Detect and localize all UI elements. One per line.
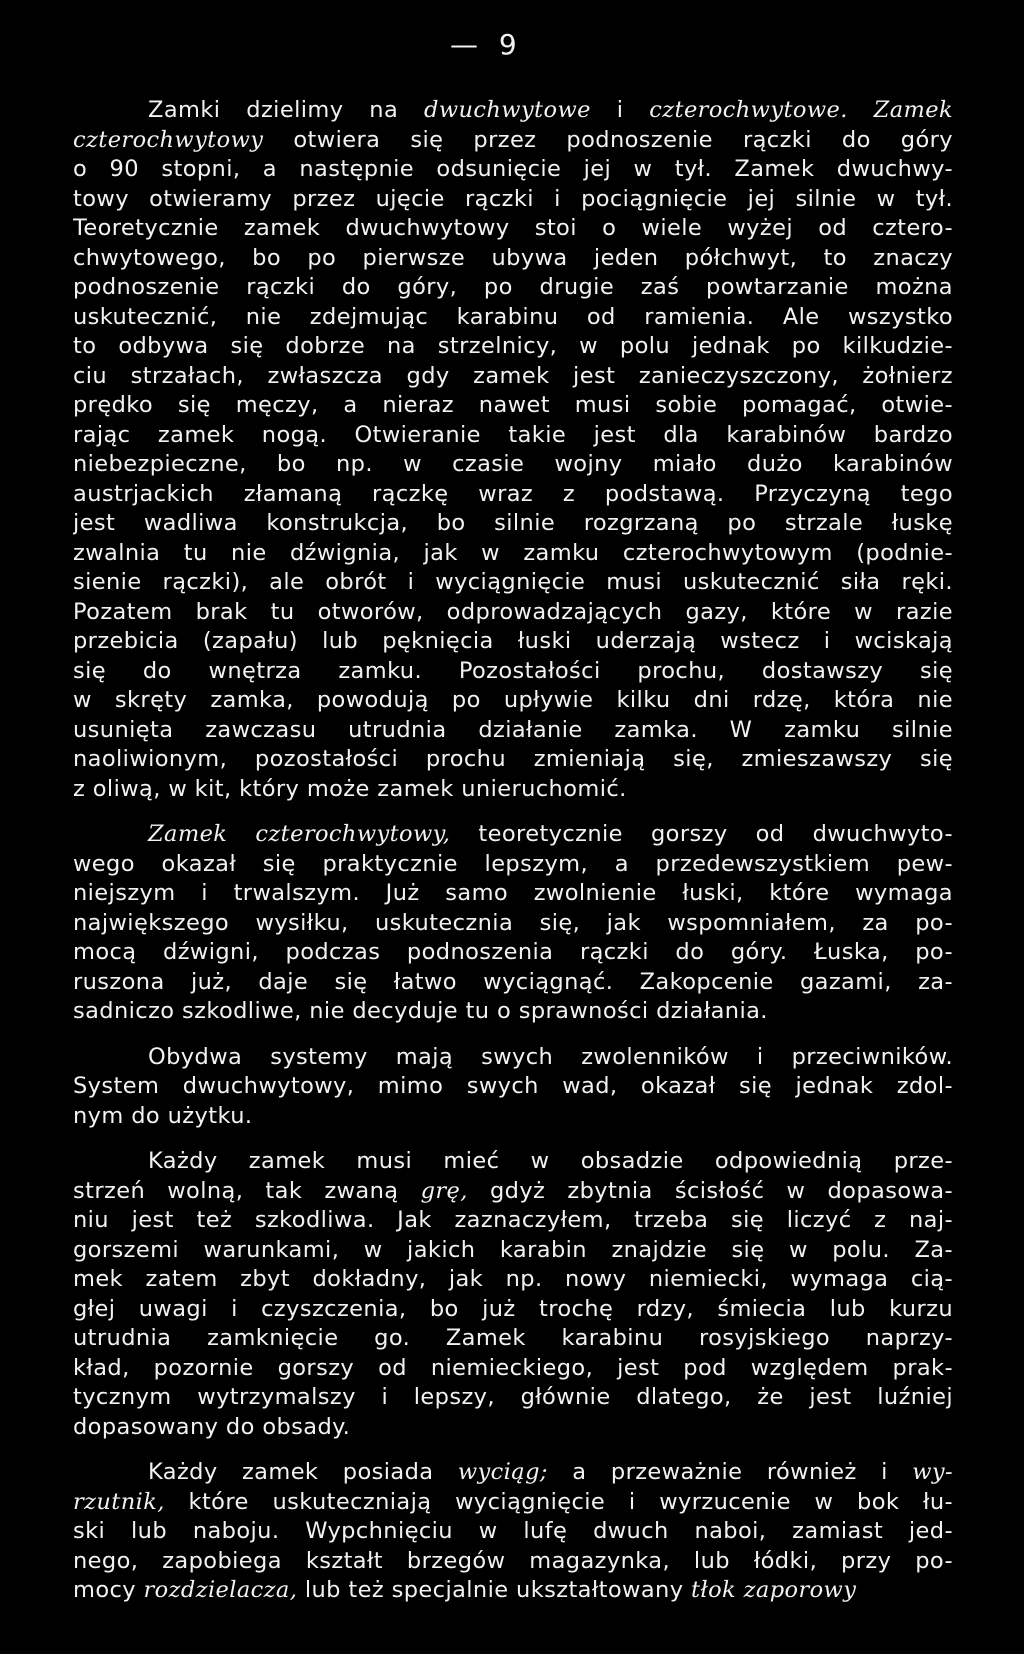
- text-run: Obydwa systemy mają swych zwolenników i przeciwników.: [148, 1043, 953, 1070]
- text-line: [73, 450, 953, 480]
- italic-term: czterochwytowy: [73, 126, 264, 153]
- text-run: niebezpieczne, bo np. w czasie wojny miało dużo karabinów: [73, 451, 953, 477]
- text-line: [73, 244, 953, 274]
- text-run: Teoretycznie zamek dwuchwytowy stoi o wiele wyżej od cztero-: [73, 215, 953, 241]
- text-line: [73, 1576, 953, 1606]
- text-run: zwalnia tu nie dźwignia, jak w zamku czterochwytowym (podnie-: [73, 539, 953, 566]
- text-run: strzeń wolną, tak zwaną: [73, 1177, 421, 1204]
- text-run: o 90 stopni, a następnie odsunięcie jej w tył. Zamek dwuchwy-: [73, 156, 953, 182]
- text-run: z oliwą, w kit, który może zamek unieruchomić.: [73, 775, 627, 802]
- text-line: [73, 716, 953, 746]
- text-run: sadniczo szkodliwe, nie decyduje tu o sprawności działania.: [73, 998, 768, 1024]
- text-line: [73, 155, 953, 185]
- text-line: [73, 214, 953, 244]
- text-run: mocą dźwigni, podczas podnoszenia rączki do góry. Łuska, po-: [73, 939, 953, 965]
- text-run: ruszona już, daje się łatwo wyciągnąć. Zakopcenie gazami, za-: [73, 968, 953, 995]
- text-run: mek zatem zbyt dokładny, jak np. nowy niemiecki, wymaga cią-: [73, 1266, 953, 1292]
- text-run: Pozatem brak tu otworów, odprowadzających gazy, które w razie: [73, 598, 953, 625]
- text-line: [73, 1324, 953, 1354]
- text-run: Każdy zamek musi mieć w obsadzie odpowiednią prze-: [148, 1148, 953, 1174]
- text-run: usunięta zawczasu utrudnia działanie zamka. W zamku silnie: [73, 716, 953, 743]
- text-run: rając zamek nogą. Otwieranie takie jest dla karabinów bardzo: [73, 421, 953, 448]
- text-run: niejszym i trwalszym. Już samo zwolnienie łuski, które wymaga: [73, 880, 953, 906]
- text-line: [73, 126, 953, 156]
- text-line: [73, 657, 953, 687]
- text-run: dopasowany do obsady.: [73, 1413, 351, 1440]
- text-run: tycznym wytrzymalszy i lepszy, głównie dlatego, że jest luźniej: [73, 1384, 953, 1410]
- text-run: to odbywa się dobrze na strzelnicy, w polu jednak po kilkudzie-: [73, 333, 953, 359]
- text-run: się do wnętrza zamku. Pozostałości prochu, dostawszy się: [73, 657, 953, 684]
- text-run: kład, pozornie gorszy od niemieckiego, jest pod względem prak-: [73, 1354, 953, 1381]
- page-body-text: [73, 96, 953, 1606]
- text-run: towy otwieramy przez ujęcie rączki i pociągnięcie jej silnie w tył.: [73, 185, 953, 212]
- text-run: nego, zapobiega kształt brzegów magazynka, lub łódki, przy po-: [73, 1547, 953, 1574]
- text-line: [73, 1206, 953, 1236]
- text-line: [73, 391, 953, 421]
- italic-term: grę,: [420, 1177, 468, 1204]
- paragraph: [73, 1043, 953, 1132]
- text-run: lub też specjalnie ukształtowany: [297, 1577, 691, 1603]
- text-line: [73, 480, 953, 510]
- text-run: gorszemi warunkami, w jakich karabin znajdzie się w polu. Za-: [73, 1236, 953, 1263]
- text-run: niu jest też szkodliwa. Jak zaznaczyłem, trzeba się liczyć z naj-: [73, 1207, 953, 1233]
- text-run: ciu strzałach, zwłaszcza gdy zamek jest zanieczyszczony, żołnierz: [73, 362, 953, 389]
- text-line: [73, 273, 953, 303]
- text-run: w skręty zamka, powodują po upływie kilku dni rdzę, która nie: [73, 687, 953, 713]
- paragraph: [73, 1147, 953, 1442]
- text-line: [73, 509, 953, 539]
- text-run: jest wadliwa konstrukcja, bo silnie rozgrzaną po strzale łuskę: [73, 510, 953, 536]
- text-line: [73, 938, 953, 968]
- text-line: [73, 1488, 953, 1518]
- paragraph: [73, 96, 953, 804]
- text-run: mocy: [73, 1577, 144, 1603]
- text-line: [73, 303, 953, 333]
- text-line: [73, 909, 953, 939]
- text-run: austrjackich złamaną rączkę wraz z podstawą. Przyczyną tego: [73, 480, 953, 507]
- text-run: otwiera się przez podnoszenie rączki do góry: [263, 126, 953, 153]
- text-line: [73, 850, 953, 880]
- text-run: [848, 97, 874, 123]
- italic-term: Zamek czterochwytowy,: [148, 821, 451, 847]
- italic-term: rozdzielacza,: [143, 1577, 298, 1603]
- text-run: ski lub naboju. Wypchnięciu w lufę dwuch naboi, zamiast jed-: [73, 1518, 953, 1544]
- text-line: [73, 185, 953, 215]
- text-run: utrudnia zamknięcie go. Zamek karabinu rosyjskiego naprzy-: [73, 1325, 953, 1351]
- paragraph: [73, 1458, 953, 1606]
- text-line: [73, 1413, 953, 1443]
- text-line: [73, 1072, 953, 1102]
- italic-term: Zamek: [873, 97, 953, 123]
- page-number: 9: [498, 28, 518, 61]
- text-line: [73, 820, 953, 850]
- text-run: podnoszenie rączki do góry, po drugie zaś powtarzanie można: [73, 274, 953, 300]
- text-line: [73, 421, 953, 451]
- text-line: [73, 362, 953, 392]
- text-run: Każdy zamek posiada: [148, 1459, 458, 1485]
- italic-term: rzutnik,: [73, 1488, 165, 1515]
- italic-term: dwuchwytowe: [424, 97, 591, 123]
- text-line: [73, 1147, 953, 1177]
- header-dash: —: [450, 28, 479, 61]
- italic-term: czterochwytowe.: [649, 97, 848, 123]
- text-line: [73, 745, 953, 775]
- text-line: [73, 968, 953, 998]
- text-line: [73, 879, 953, 909]
- text-run: nym do użytku.: [73, 1102, 253, 1129]
- text-run: teoretycznie gorszy od dwuchwyto-: [450, 821, 953, 847]
- text-run: i: [590, 97, 650, 123]
- text-line: [73, 686, 953, 716]
- text-line: [73, 1354, 953, 1384]
- italic-term: tłok zaporowy: [690, 1577, 857, 1603]
- text-run: największego wysiłku, uskutecznia się, jak wspomniałem, za po-: [73, 909, 953, 936]
- text-line: [73, 1265, 953, 1295]
- text-line: [73, 568, 953, 598]
- italic-term: wyciąg;: [457, 1459, 548, 1485]
- text-line: [73, 1043, 953, 1073]
- text-run: które uskuteczniają wyciągnięcie i wyrzucenie w bok łu-: [164, 1488, 953, 1515]
- text-run: prędko się męczy, a nieraz nawet musi sobie pomagać, otwie-: [73, 392, 953, 418]
- text-line: [73, 775, 953, 805]
- text-line: [73, 1517, 953, 1547]
- text-line: [73, 96, 953, 126]
- text-run: uskutecznić, nie zdejmując karabinu od ramienia. Ale wszystko: [73, 303, 953, 330]
- italic-term: wy-: [912, 1459, 953, 1485]
- text-run: gdyż zbytnia ścisłość w dopasowa-: [467, 1177, 953, 1204]
- text-line: [73, 997, 953, 1027]
- text-run: Zamki dzielimy na: [148, 97, 425, 123]
- text-line: [73, 598, 953, 628]
- text-line: [73, 1236, 953, 1266]
- text-line: [73, 1458, 953, 1488]
- text-run: naoliwionym, pozostałości prochu zmieniają się, zmieszawszy się: [73, 746, 953, 772]
- text-run: wego okazał się praktycznie lepszym, a przedewszystkiem pew-: [73, 850, 953, 877]
- text-run: System dwuchwytowy, mimo swych wad, okazał się jednak zdol-: [73, 1073, 953, 1099]
- text-line: [73, 539, 953, 569]
- text-line: [73, 1177, 953, 1207]
- text-line: [73, 1295, 953, 1325]
- page-header: [450, 28, 550, 61]
- text-line: [73, 1102, 953, 1132]
- text-line: [73, 627, 953, 657]
- text-line: [73, 332, 953, 362]
- text-line: [73, 1383, 953, 1413]
- text-run: chwytowego, bo po pierwsze ubywa jeden półchwyt, to znaczy: [73, 244, 953, 271]
- text-run: a przeważnie również i: [547, 1459, 913, 1485]
- text-run: przebicia (zapału) lub pęknięcia łuski uderzają wstecz i wciskają: [73, 628, 953, 654]
- text-run: głej uwagi i czyszczenia, bo już trochę rdzy, śmiecia lub kurzu: [73, 1295, 953, 1322]
- paragraph: [73, 820, 953, 1027]
- text-run: sienie rączki), ale obrót i wyciągnięcie musi uskutecznić siła ręki.: [73, 569, 953, 595]
- text-line: [73, 1547, 953, 1577]
